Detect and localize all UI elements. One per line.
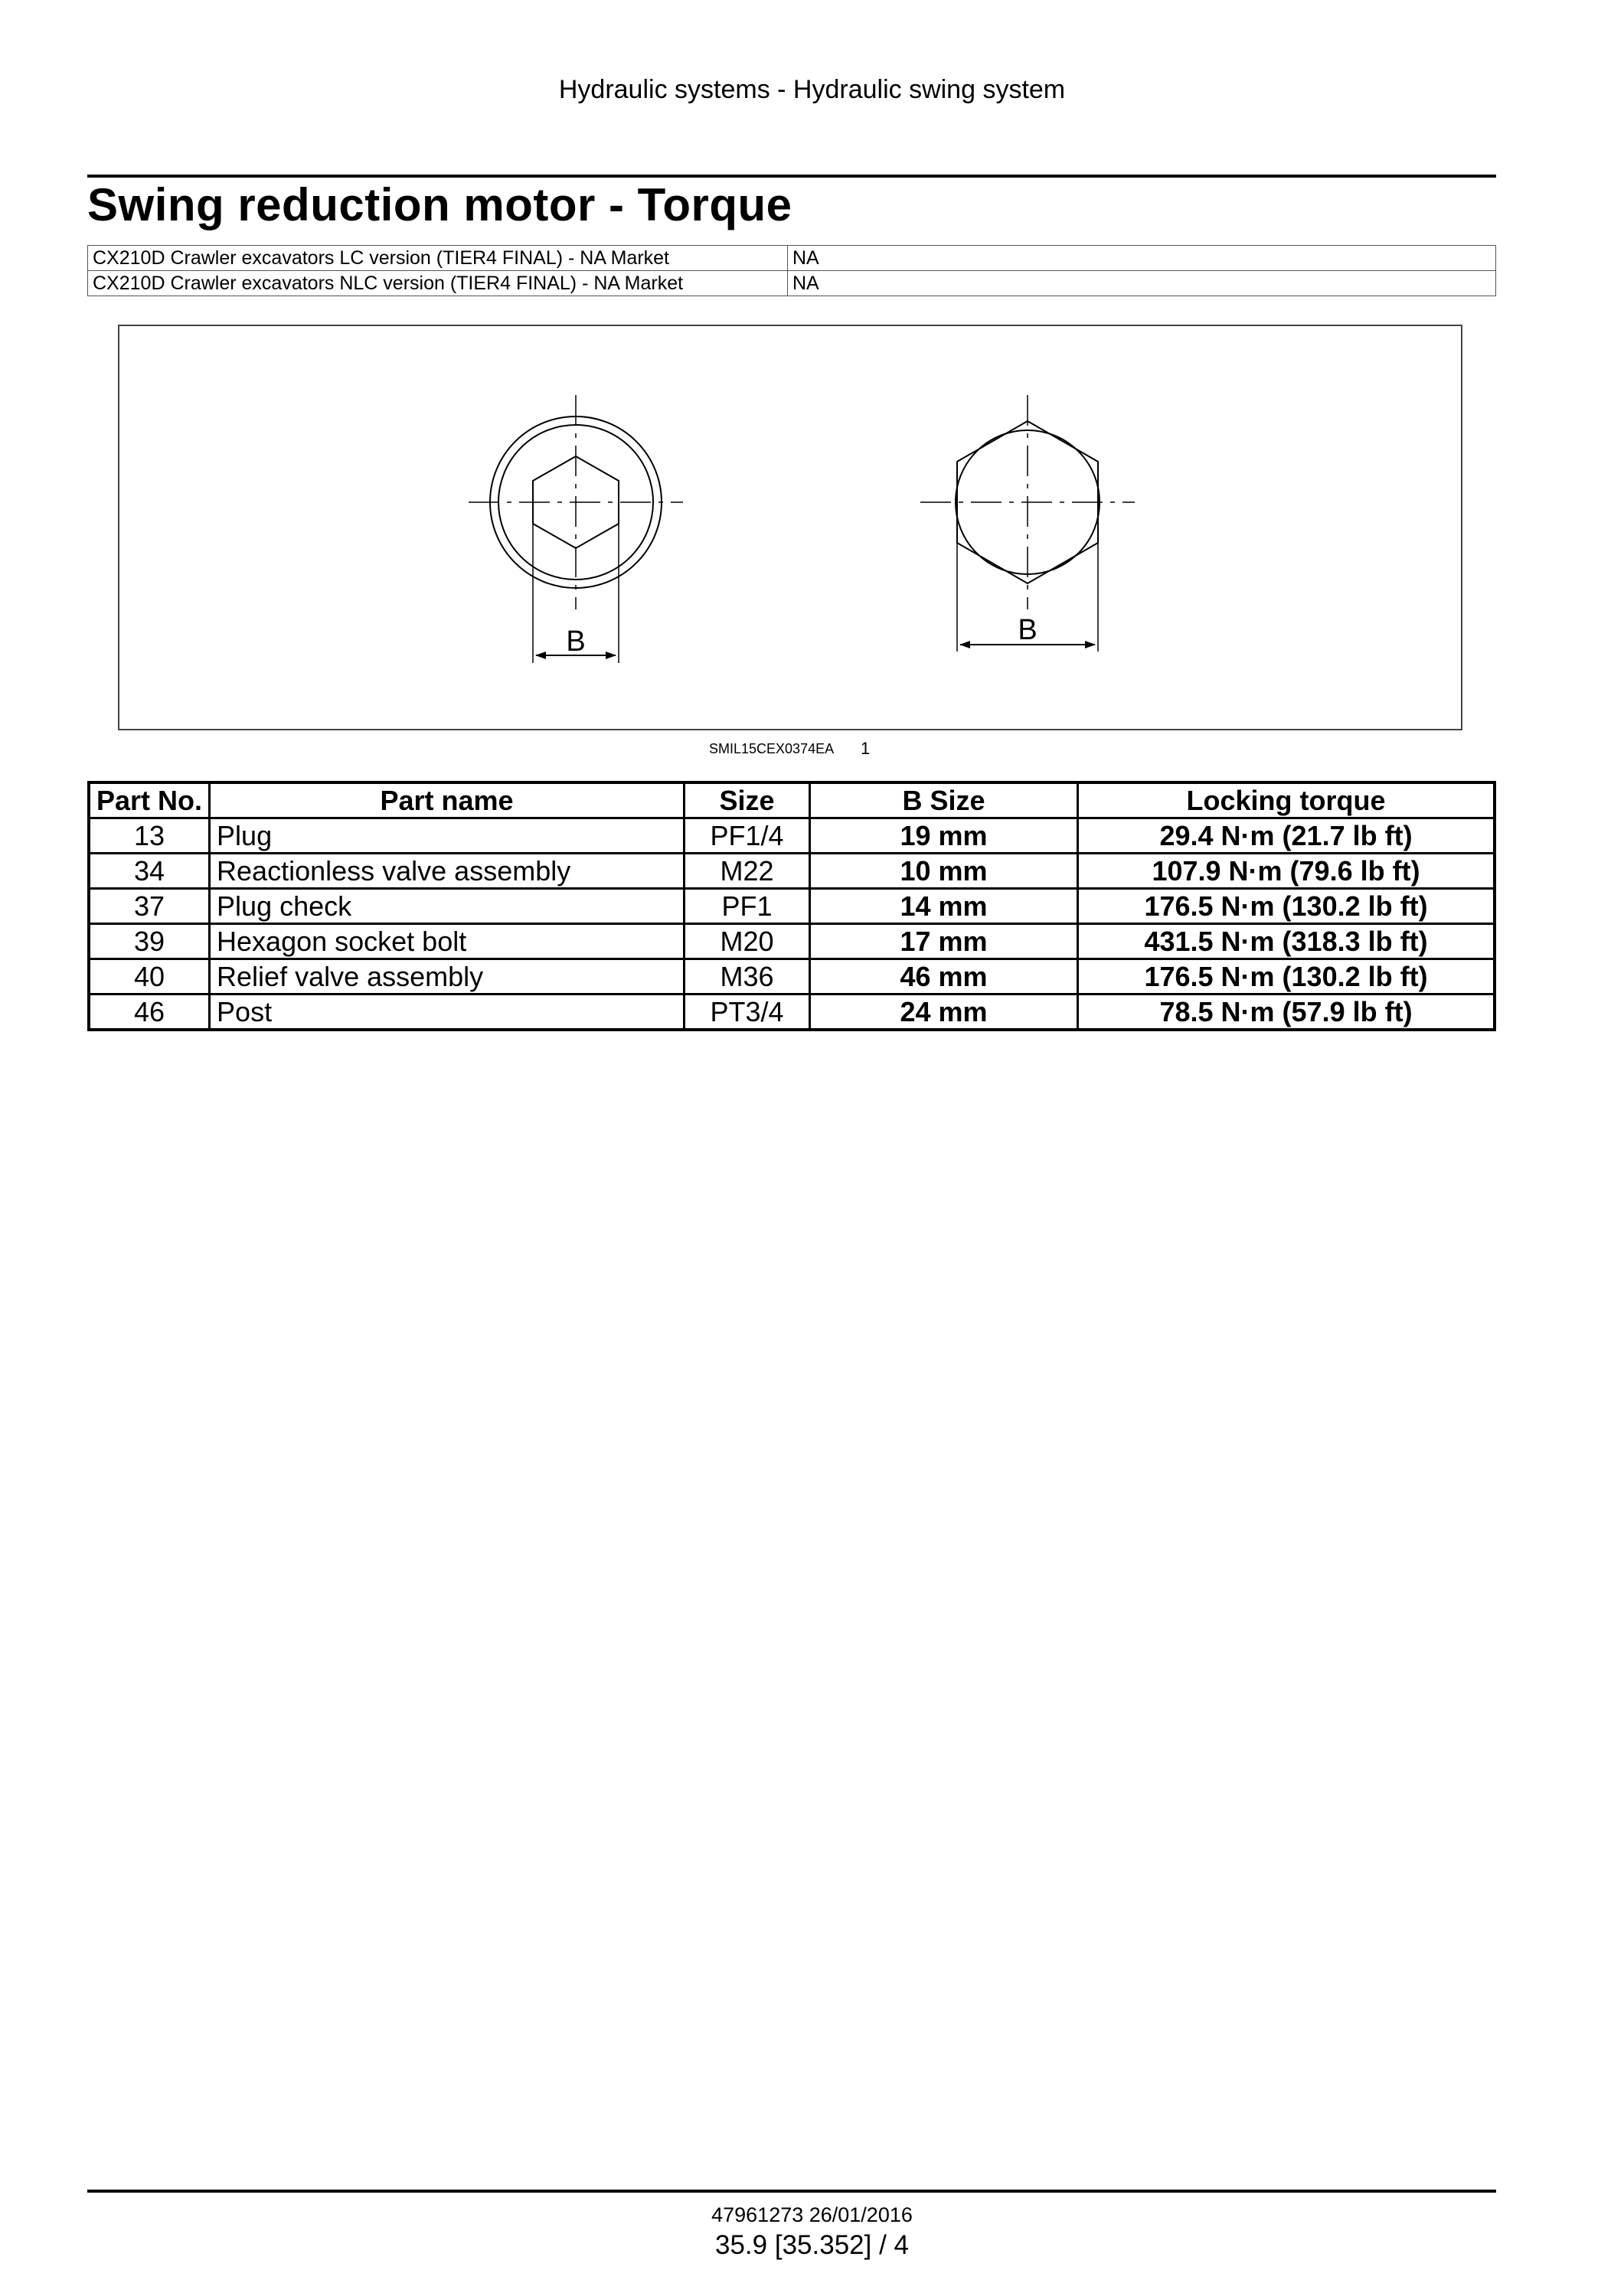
running-header: Hydraulic systems - Hydraulic swing system xyxy=(558,75,1066,104)
part-no-cell: 34 xyxy=(89,854,210,889)
column-header: Locking torque xyxy=(1078,782,1495,818)
model-cell: CX210D Crawler excavators LC version (TIER4 FINAL) - NA Market xyxy=(88,246,788,271)
left-b-label: B xyxy=(566,625,586,658)
part-no-cell: 40 xyxy=(89,959,210,994)
torque-cell: 431.5 N·m (318.3 lb ft) xyxy=(1078,924,1495,959)
market-cell: NA xyxy=(788,246,1496,271)
b-size-cell: 10 mm xyxy=(810,854,1078,889)
header-divider xyxy=(87,175,1496,178)
torque-cell: 176.5 N·m (130.2 lb ft) xyxy=(1078,889,1495,924)
part-no-cell: 37 xyxy=(89,889,210,924)
b-size-cell: 14 mm xyxy=(810,889,1078,924)
table-row xyxy=(89,924,1495,959)
b-size-cell: 46 mm xyxy=(810,959,1078,994)
table-row xyxy=(89,889,1495,924)
size-cell: M22 xyxy=(685,854,810,889)
part-name-cell: Plug xyxy=(210,818,685,854)
size-cell: PF1/4 xyxy=(685,818,810,854)
part-name-cell: Hexagon socket bolt xyxy=(210,924,685,959)
right-b-label: B xyxy=(1018,614,1037,646)
b-size-cell: 17 mm xyxy=(810,924,1078,959)
applicability-row xyxy=(88,271,1496,296)
table-row xyxy=(89,959,1495,994)
size-cell: M36 xyxy=(685,959,810,994)
table-row xyxy=(89,818,1495,854)
torque-figure xyxy=(118,325,1462,730)
socket-plug-drawing xyxy=(469,395,683,663)
part-name-cell: Plug check xyxy=(210,889,685,924)
plug-diagram xyxy=(119,326,1464,732)
applicability-row xyxy=(88,246,1496,271)
size-cell: PT3/4 xyxy=(685,994,810,1030)
torque-cell: 29.4 N·m (21.7 lb ft) xyxy=(1078,818,1495,854)
hex-head-drawing xyxy=(920,395,1135,652)
part-no-cell: 13 xyxy=(89,818,210,854)
column-header: B Size xyxy=(810,782,1078,818)
column-header: Part name xyxy=(210,782,685,818)
page-number: 35.9 [35.352] / 4 xyxy=(715,2230,909,2260)
torque-cell: 78.5 N·m (57.9 lb ft) xyxy=(1078,994,1495,1030)
applicability-table xyxy=(87,245,1496,296)
column-header: Part No. xyxy=(89,782,210,818)
size-cell: PF1 xyxy=(685,889,810,924)
figure-number: 1 xyxy=(861,739,871,758)
document-id: 47961273 26/01/2016 xyxy=(711,2203,913,2226)
torque-table xyxy=(87,781,1496,1031)
torque-cell: 176.5 N·m (130.2 lb ft) xyxy=(1078,959,1495,994)
market-cell: NA xyxy=(788,271,1496,296)
page-title: Swing reduction motor - Torque xyxy=(87,179,792,230)
footer-divider xyxy=(87,2190,1496,2193)
size-cell: M20 xyxy=(685,924,810,959)
figure-reference-code: SMIL15CEX0374EA xyxy=(709,741,835,756)
part-name-cell: Relief valve assembly xyxy=(210,959,685,994)
part-no-cell: 46 xyxy=(89,994,210,1030)
b-size-cell: 24 mm xyxy=(810,994,1078,1030)
part-name-cell: Reactionless valve assembly xyxy=(210,854,685,889)
table-header-row xyxy=(89,782,1495,818)
model-cell: CX210D Crawler excavators NLC version (TIER4 FINAL) - NA Market xyxy=(88,271,788,296)
part-no-cell: 39 xyxy=(89,924,210,959)
torque-cell: 107.9 N·m (79.6 lb ft) xyxy=(1078,854,1495,889)
table-row xyxy=(89,994,1495,1030)
table-row xyxy=(89,854,1495,889)
part-name-cell: Post xyxy=(210,994,685,1030)
column-header: Size xyxy=(685,782,810,818)
b-size-cell: 19 mm xyxy=(810,818,1078,854)
